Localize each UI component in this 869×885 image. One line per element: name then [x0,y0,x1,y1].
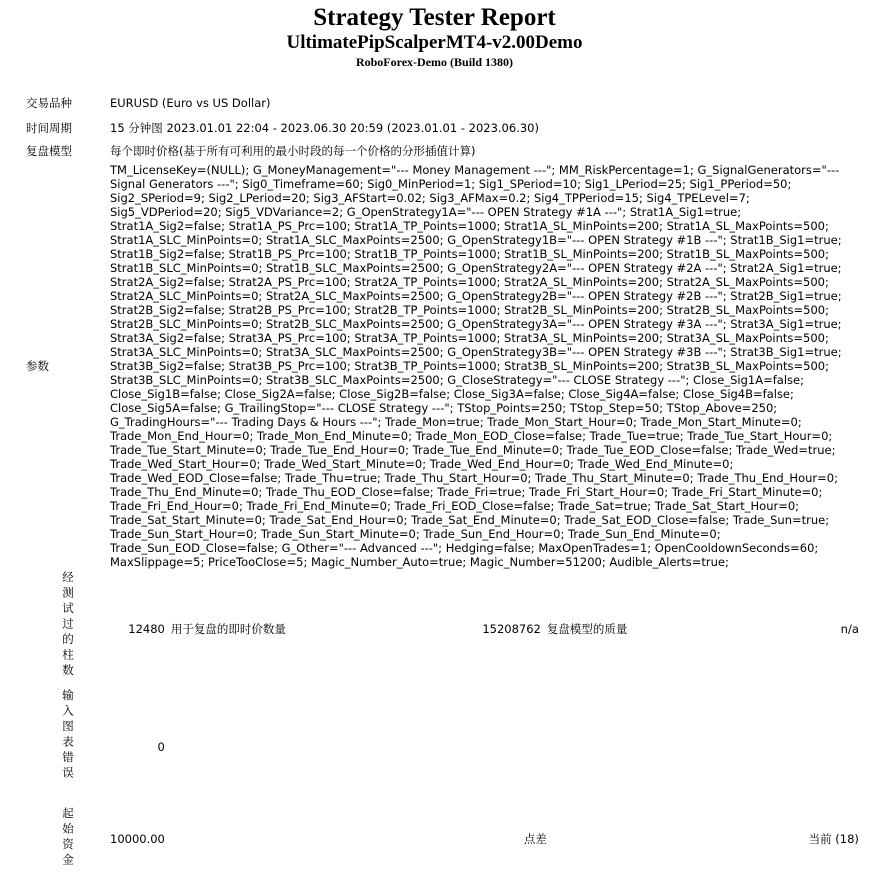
model-value: 每个即时价格(基于所有可利用的最小时段的每一个价格的分形插值计算) [110,143,476,158]
ticks-label: 用于复盘的即时价数量 [170,622,286,636]
period-label: 时间周期 [26,120,72,135]
report-header [0,4,869,70]
bars-value: 12480 [128,622,165,636]
spread-value: 当前 (18) [808,832,859,846]
expert-name: UltimatePipScalperMT4-v2.00Demo [286,32,583,53]
period-value: 15 分钟图 2023.01.01 22:04 - 2023.06.30 20:59 (2023.01.01 - 2023.06.30) [110,120,539,135]
ticks-value: 15208762 [482,622,541,636]
deposit-row [26,806,859,872]
server-build: RoboForex-Demo (Build 1380) [355,55,514,69]
report-summary-table [26,90,859,872]
deposit-label: 起始资金 [61,807,75,869]
symbol-label: 交易品种 [26,96,72,110]
model-label: 复盘模型 [26,143,72,158]
bars-label: 经测试过的柱数 [61,571,75,680]
errors-row [26,688,859,806]
params-row [26,162,859,570]
errors-label: 输入图表错误 [61,689,75,782]
symbol-row [26,90,859,116]
model-row [26,139,859,162]
spread-label: 点差 [523,832,547,846]
params-label: 参数 [26,359,49,373]
quality-value: n/a [840,622,859,636]
report-title: Strategy Tester Report [313,4,556,31]
errors-value: 0 [157,740,165,754]
period-row [26,116,859,139]
quality-label: 复盘模型的质量 [546,622,628,636]
deposit-value: 10000.00 [110,832,165,846]
symbol-value: EURUSD (Euro vs US Dollar) [110,96,271,110]
bars-row [26,570,859,688]
params-value: TM_LicenseKey=(NULL); G_MoneyManagement="--- Money Management ---"; MM_RiskPercentage=1; G_SignalGenerators="--- Signal Generators ---"; Sig0_Timeframe=60; Sig0_MinPeriod=1; Sig1_SPeriod=10; Sig1_LPeriod=25; Sig1_PPeriod=50; Sig2_SPeriod=9; Sig2_LPeriod=20; Sig3_AFStart=0.02; Sig3_AFMax=0.2; Sig4_TPPeriod=15; Sig4_TPELevel=7; Sig5_VDPeriod=20; Sig5_VDVariance=2; G_OpenStrategy1A="--- OPEN Strategy #1A ---"; Strat1A_Sig1=true; Strat1A_Sig2=false; Strat1A_PS_Prc=100; Strat1A_TP_Points=1000; Strat1A_SL_MinPoints=200; Strat1A_SL_MaxPoints=500; Strat1A_SLC_MinPoints=0; Strat1A_SLC_MaxPoints=2500; G_OpenStrategy1B="--- OPEN Strategy #1B ---"; Strat1B_Sig1=true; Strat1B_Sig2=false; Strat1B_PS_Prc=100; Strat1B_TP_Points=1000; Strat1B_SL_MinPoints=200; Strat1B_SL_MaxPoints=500; Strat1B_SLC_MinPoints=0; Strat1B_SLC_MaxPoints=2500; G_OpenStrategy2A="--- OPEN Strategy #2A ---"; Strat2A_Sig1=true; Strat2A_Sig2=false; Strat2A_PS_Prc=100; Strat2A_TP_Points=1000; Strat2A_SL_MinPoints=200; Strat2A_SL_MaxPoints=500; Strat2A_SLC_MinPoints=0; Strat2A_SLC_MaxPoints=2500; G_OpenStrategy2B="--- OPEN Strategy #2B ---"; Strat2B_Sig1=true; Strat2B_Sig2=false; Strat2B_PS_Prc=100; Strat2B_TP_Points=1000; Strat2B_SL_MinPoints=200; Strat2B_SL_MaxPoints=500; Strat2B_SLC_MinPoints=0; Strat2B_SLC_MaxPoints=2500; G_OpenStrategy3A="--- OPEN Strategy #3A ---"; Strat3A_Sig1=true; Strat3A_Sig2=false; Strat3A_PS_Prc=100; Strat3A_TP_Points=1000; Strat3A_SL_MinPoints=200; Strat3A_SL_MaxPoints=500; Strat3A_SLC_MinPoints=0; Strat3A_SLC_MaxPoints=2500; G_OpenStrategy3B="--- OPEN Strategy #3B ---"; Strat3B_Sig1=true; Strat3B_Sig2=false; Strat3B_PS_Prc=100; Strat3B_TP_Points=1000; Strat3B_SL_MinPoints=200; Strat3B_SL_MaxPoints=500; Strat3B_SLC_MinPoints=0; Strat3B_SLC_MaxPoints=2500; G_CloseStrategy="--- CLOSE Strategy ---"; Close_Sig1A=false; Close_Sig1B=false; Close_Sig2A=false; Close_Sig2B=false; Close_Sig3A=false; Close_Sig4A=false; Close_Sig4B=false; Close_Sig5A=false; G_TrailingStop="--- CLOSE Strategy ---"; TStop_Points=250; TStop_Step=50; TStop_Above=250; G_TradingHours="--- Trading Days & Hours ---"; Trade_Mon=true; Trade_Mon_Start_Hour=0; Trade_Mon_Start_Minute=0; Trade_Mon_End_Hour=0; Trade_Mon_End_Minute=0; Trade_Mon_EOD_Close=false; Trade_Tue=true; Trade_Tue_Start_Hour=0; Trade_Tue_Start_Minute=0; Trade_Tue_End_Hour=0; Trade_Tue_End_Minute=0; Trade_Tue_EOD_Close=false; Trade_Wed=true; Trade_Wed_Start_Hour=0; Trade_Wed_Start_Minute=0; Trade_Wed_End_Hour=0; Trade_Wed_End_Minute=0; Trade_Wed_EOD_Close=false; Trade_Thu=true; Trade_Thu_Start_Hour=0; Trade_Thu_Start_Minute=0; Trade_Thu_End_Hour=0; Trade_Thu_End_Minute=0; Trade_Thu_EOD_Close=false; Trade_Fri=true; Trade_Fri_Start_Hour=0; Trade_Fri_Start_Minute=0; Trade_Fri_End_Hour=0; Trade_Fri_End_Minute=0; Trade_Fri_EOD_Close=false; Trade_Sat=true; Trade_Sat_Start_Hour=0; Trade_Sat_Start_Minute=0; Trade_Sat_End_Hour=0; Trade_Sat_End_Minute=0; Trade_Sat_EOD_Close=false; Trade_Sun=true; Trade_Sun_Start_Hour=0; Trade_Sun_Start_Minute=0; Trade_Sun_End_Hour=0; Trade_Sun_End_Minute=0; Trade_Sun_EOD_Close=false; G_Other="--- Advanced ---"; Hedging=false; MaxOpenTrades=1; OpenCooldownSeconds=60; MaxSlippage=5; PriceTooClose=5; Magic_Number_Auto=true; Magic_Number=51200; Audible_Alerts=true; [110,163,842,569]
